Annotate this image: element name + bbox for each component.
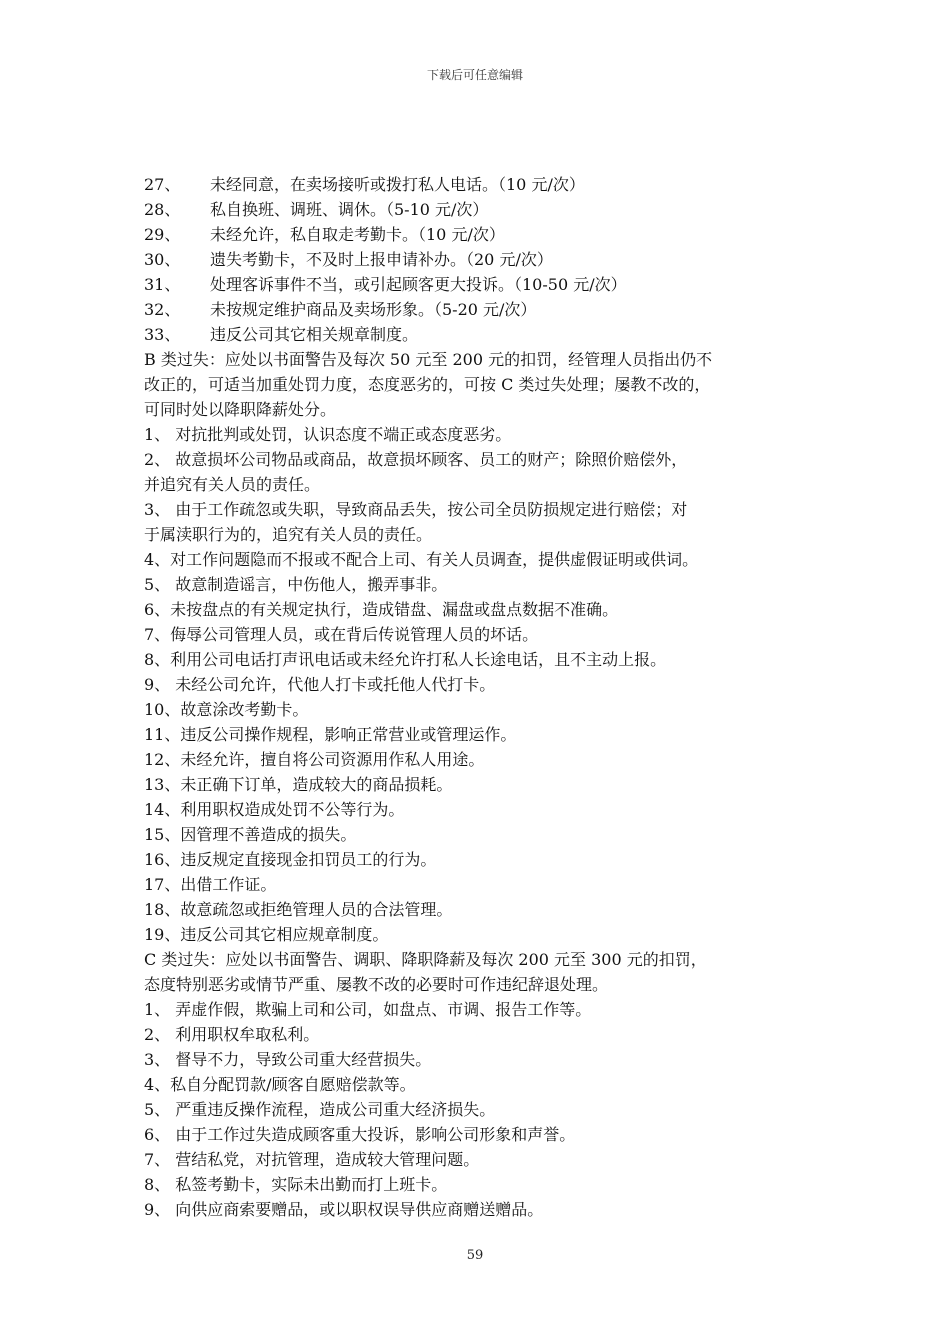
page-number: 59 bbox=[466, 1248, 484, 1263]
c-section bbox=[144, 947, 814, 1222]
list-item: 9、 未经公司允许，代他人打卡或托他人代打卡。 bbox=[144, 675, 496, 694]
b-section bbox=[144, 347, 814, 947]
list-item: 于属渎职行为的，追究有关人员的责任。 bbox=[144, 525, 433, 544]
a-items-list bbox=[144, 172, 814, 347]
list-item bbox=[144, 297, 814, 322]
list-item: 4、私自分配罚款/顾客自愿赔偿款等。 bbox=[144, 1075, 416, 1094]
list-item bbox=[144, 247, 814, 272]
list-item bbox=[144, 272, 814, 297]
item-number: 31、 bbox=[144, 275, 181, 294]
item-number: 29、 bbox=[144, 225, 181, 244]
item-text: 未按规定维护商品及卖场形象。（5-20 元/次） bbox=[210, 300, 537, 319]
list-item: 8、 私签考勤卡，实际未出勤而打上班卡。 bbox=[144, 1175, 448, 1194]
list-item: 1、 对抗批判或处罚，认识态度不端正或态度恶劣。 bbox=[144, 425, 512, 444]
section-intro-line: C 类过失：应处以书面警告、调职、降职降薪及每次 200 元至 300 元的扣罚， bbox=[144, 950, 707, 969]
list-item: 11、违反公司操作规程，影响正常营业或管理运作。 bbox=[144, 725, 517, 744]
list-item: 2、 利用职权牟取私利。 bbox=[144, 1025, 320, 1044]
page-header: 下载后可任意编辑 bbox=[426, 68, 523, 82]
list-item: 18、故意疏忽或拒绝管理人员的合法管理。 bbox=[144, 900, 453, 919]
list-item: 9、 向供应商索要赠品，或以职权误导供应商赠送赠品。 bbox=[144, 1200, 544, 1219]
list-item bbox=[144, 197, 814, 222]
list-item: 15、因管理不善造成的损失。 bbox=[144, 825, 357, 844]
item-text: 未经允许，私自取走考勤卡。（10 元/次） bbox=[210, 225, 505, 244]
list-item: 6、未按盘点的有关规定执行，造成错盘、漏盘或盘点数据不准确。 bbox=[144, 600, 619, 619]
list-item: 7、 营结私党，对抗管理，造成较大管理问题。 bbox=[144, 1150, 480, 1169]
list-item: 10、故意涂改考勤卡。 bbox=[144, 700, 309, 719]
list-item: 3、 督导不力，导致公司重大经营损失。 bbox=[144, 1050, 432, 1069]
item-number: 33、 bbox=[144, 325, 181, 344]
document-body bbox=[144, 172, 814, 1222]
list-item: 8、利用公司电话打声讯电话或未经允许打私人长途电话，且不主动上报。 bbox=[144, 650, 667, 669]
item-number: 32、 bbox=[144, 300, 181, 319]
list-item: 14、利用职权造成处罚不公等行为。 bbox=[144, 800, 405, 819]
item-number: 28、 bbox=[144, 200, 181, 219]
list-item: 7、侮辱公司管理人员，或在背后传说管理人员的坏话。 bbox=[144, 625, 539, 644]
list-item bbox=[144, 172, 814, 197]
list-item: 3、 由于工作疏忽或失职，导致商品丢失，按公司全员防损规定进行赔偿；对 bbox=[144, 500, 688, 519]
item-text: 违反公司其它相关规章制度。 bbox=[210, 325, 419, 344]
section-intro-line: 改正的，可适当加重处罚力度，态度恶劣的，可按 C 类过失处理；屡教不改的， bbox=[144, 375, 711, 394]
item-text: 处理客诉事件不当，或引起顾客更大投诉。（10-50 元/次） bbox=[210, 275, 627, 294]
list-item: 19、违反公司其它相应规章制度。 bbox=[144, 925, 389, 944]
section-intro-line: 可同时处以降职降薪处分。 bbox=[144, 400, 337, 419]
list-item: 5、 故意制造谣言，中伤他人，搬弄事非。 bbox=[144, 575, 448, 594]
section-intro-line: 态度特别恶劣或情节严重、屡教不改的必要时可作违纪辞退处理。 bbox=[144, 975, 609, 994]
section-intro-line: B 类过失：应处以书面警告及每次 50 元至 200 元的扣罚，经管理人员指出仍不 bbox=[144, 350, 713, 369]
list-item: 12、未经允许，擅自将公司资源用作私人用途。 bbox=[144, 750, 485, 769]
list-item: 13、未正确下订单，造成较大的商品损耗。 bbox=[144, 775, 453, 794]
list-item: 2、 故意损坏公司物品或商品，故意损坏顾客、员工的财产；除照价赔偿外， bbox=[144, 450, 688, 469]
list-item: 17、出借工作证。 bbox=[144, 875, 277, 894]
list-item: 16、违反规定直接现金扣罚员工的行为。 bbox=[144, 850, 437, 869]
item-number: 30、 bbox=[144, 250, 181, 269]
list-item: 6、 由于工作过失造成顾客重大投诉，影响公司形象和声誉。 bbox=[144, 1125, 576, 1144]
item-text: 私自换班、调班、调休。（5-10 元/次） bbox=[210, 200, 489, 219]
list-item bbox=[144, 222, 814, 247]
item-text: 遗失考勤卡，不及时上报申请补办。（20 元/次） bbox=[210, 250, 553, 269]
item-number: 27、 bbox=[144, 175, 181, 194]
item-text: 未经同意，在卖场接听或拨打私人电话。（10 元/次） bbox=[210, 175, 585, 194]
list-item: 5、 严重违反操作流程，造成公司重大经济损失。 bbox=[144, 1100, 496, 1119]
list-item: 并追究有关人员的责任。 bbox=[144, 475, 321, 494]
list-item: 4、对工作问题隐而不报或不配合上司、有关人员调查，提供虚假证明或供词。 bbox=[144, 550, 699, 569]
list-item: 1、 弄虚作假，欺骗上司和公司，如盘点、市调、报告工作等。 bbox=[144, 1000, 592, 1019]
list-item bbox=[144, 322, 814, 347]
